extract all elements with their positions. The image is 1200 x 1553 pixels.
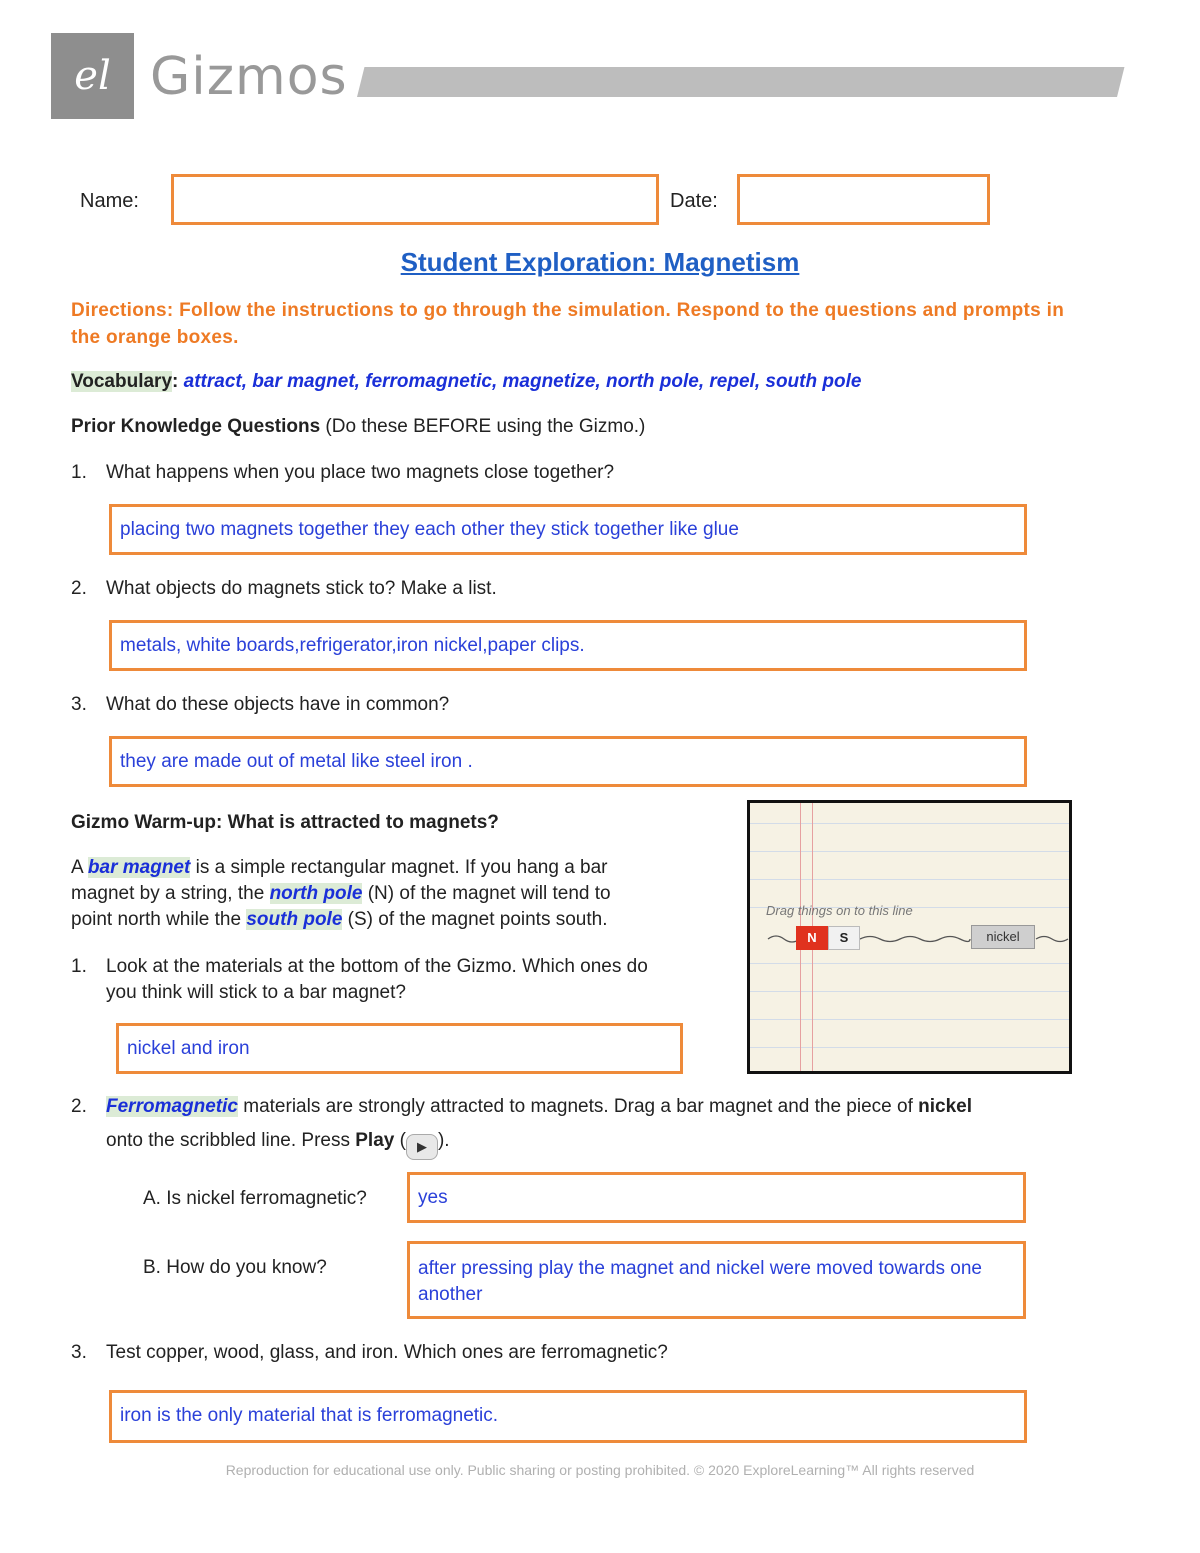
nickel-piece: nickel xyxy=(971,925,1035,949)
question-number: 1. xyxy=(71,462,87,483)
question-text-line-2 xyxy=(106,1128,450,1160)
warmup-paragraph-line-2 xyxy=(71,881,731,907)
text-run: materials are strongly attracted to magnets. Drag a bar magnet and the piece of xyxy=(237,1096,919,1117)
warmup-question-2 xyxy=(71,1094,1111,1156)
warmup-paragraph-line-1 xyxy=(71,855,731,881)
question-number: 2. xyxy=(71,1096,87,1117)
footer-notice: Reproduction for educational use only. Public sharing or posting prohibited. © 2020 ExploreLearning™ All rights reserved xyxy=(225,1462,975,1478)
warmup-answer-2a[interactable]: yes xyxy=(407,1172,1026,1223)
prior-answer-3[interactable]: they are made out of metal like steel iron . xyxy=(109,736,1027,787)
prior-answer-1[interactable]: placing two magnets together they each other they stick together like glue xyxy=(109,504,1027,555)
vocabulary-words: attract, bar magnet, ferromagnetic, magnetize, north pole, repel, south pole xyxy=(183,371,862,392)
directions-text: Directions: Follow the instructions to go through the simulation. Respond to the questions and prompts in the orange boxes. xyxy=(71,300,1065,348)
term-ferromagnetic: Ferromagnetic xyxy=(106,1096,238,1117)
term-south-pole: south pole xyxy=(246,909,343,930)
text-run: A xyxy=(71,857,88,878)
prior-answer-2[interactable]: metals, white boards,refrigerator,iron nickel,paper clips. xyxy=(109,620,1027,671)
term-bar-magnet: bar magnet xyxy=(87,857,191,878)
warmup-paragraph-line-3 xyxy=(71,907,731,933)
magnet-south-pole: S xyxy=(828,926,860,950)
question-number: 1. xyxy=(71,956,87,977)
prior-question-1 xyxy=(71,460,971,486)
text-run: magnet by a string, the xyxy=(71,883,270,904)
text-run: ( xyxy=(394,1130,406,1151)
play-icon: ▶ xyxy=(406,1134,438,1160)
warmup-paragraph xyxy=(71,855,731,933)
question-text: What happens when you place two magnets close together? xyxy=(106,462,615,483)
prior-question-2 xyxy=(71,576,971,602)
gizmo-drag-text: Drag things on to this line xyxy=(766,903,913,918)
text-run: is a simple rectangular magnet. If you hang a bar xyxy=(190,857,608,878)
magnet-north-pole: N xyxy=(796,926,828,950)
date-field[interactable] xyxy=(737,174,990,225)
name-label: Name: xyxy=(80,190,139,212)
page-title: Student Exploration: Magnetism xyxy=(400,247,800,277)
question-number: 2. xyxy=(71,578,87,599)
name-field[interactable] xyxy=(171,174,659,225)
warmup-question-2b-label: B. How do you know? xyxy=(143,1257,327,1278)
question-text: What do these objects have in common? xyxy=(106,694,450,715)
date-label: Date: xyxy=(670,190,718,212)
logo-mark: el xyxy=(74,53,111,99)
question-text: Test copper, wood, glass, and iron. Which ones are ferromagnetic? xyxy=(106,1342,668,1363)
question-text-line-1 xyxy=(106,1094,972,1120)
warmup-question-2a-label: A. Is nickel ferromagnetic? xyxy=(143,1188,367,1209)
prior-knowledge-heading-bold: Prior Knowledge Questions xyxy=(71,416,321,437)
question-text: What objects do magnets stick to? Make a list. xyxy=(106,578,497,599)
brand-logo xyxy=(51,33,134,119)
question-text-line-2: you think will stick to a bar magnet? xyxy=(106,982,406,1003)
question-number: 3. xyxy=(71,1342,87,1363)
vocabulary-colon: : xyxy=(172,371,179,392)
warmup-question-1 xyxy=(71,954,741,1008)
prior-knowledge-heading xyxy=(71,414,645,440)
term-north-pole: north pole xyxy=(269,883,363,904)
text-run: (N) of the magnet will tend to xyxy=(362,883,611,904)
vocabulary-line xyxy=(71,369,861,395)
warmup-answer-1[interactable]: nickel and iron xyxy=(116,1023,683,1074)
question-number: 3. xyxy=(71,694,87,715)
question-text-line-1: Look at the materials at the bottom of the Gizmo. Which ones do xyxy=(106,956,648,977)
text-bold: nickel xyxy=(918,1096,972,1117)
text-run: ). xyxy=(437,1130,450,1151)
gizmo-screenshot xyxy=(747,800,1072,1074)
warmup-heading: Gizmo Warm-up: What is attracted to magnets? xyxy=(71,812,499,833)
warmup-question-3 xyxy=(71,1340,971,1366)
text-bold: Play xyxy=(355,1130,395,1151)
brand-name: Gizmos xyxy=(150,47,348,107)
vocabulary-label: Vocabulary xyxy=(71,371,173,392)
header-bar xyxy=(357,67,1124,97)
text-run: onto the scribbled line. Press xyxy=(106,1130,356,1151)
text-run: (S) of the magnet points south. xyxy=(342,909,608,930)
text-run: point north while the xyxy=(71,909,247,930)
warmup-answer-3[interactable]: iron is the only material that is ferromagnetic. xyxy=(109,1390,1027,1443)
prior-question-3 xyxy=(71,692,971,718)
warmup-answer-2b[interactable]: after pressing play the magnet and nickel were moved towards one another xyxy=(407,1241,1026,1319)
prior-knowledge-heading-rest: (Do these BEFORE using the Gizmo.) xyxy=(320,416,646,437)
